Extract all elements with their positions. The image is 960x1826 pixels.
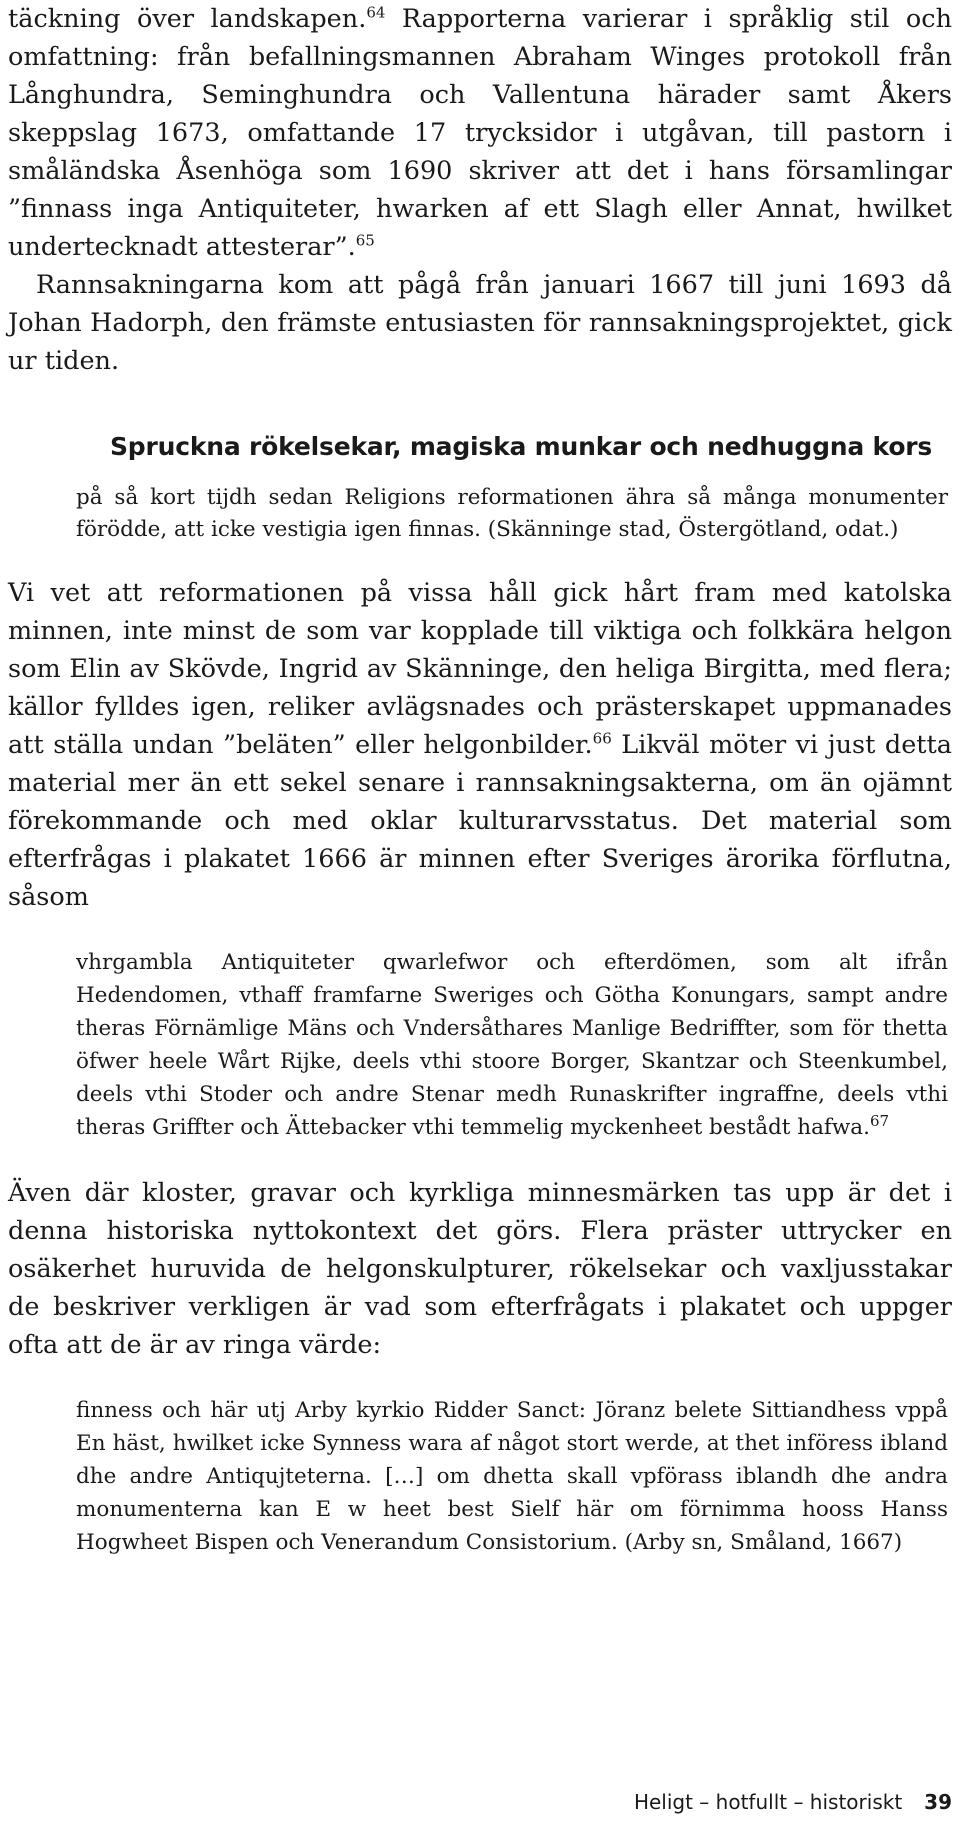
block-quote-1 [8,946,952,1144]
paragraph-text: Vi vet att reformationen på vissa håll gick hårt fram med katolska minnen, inte minst de som var kopplade till viktiga och folkkära helgon som Elin av Skövde, Ingrid av Skänninge, den heliga Birgitta, med flera; källor fylldes igen, reliker avlägsnades och prästerskapet uppmanades att ställa undan ”beläten” eller helgonbilder. [8,578,952,760]
paragraph-text: Rannsakningarna kom att pågå från januari 1667 till juni 1693 då Johan Hadorph, den främste entusiasten för rannsakningsprojektet, gick ur tiden. [8,270,952,376]
spacer [8,916,952,946]
block-quote-2: finness och här utj Arby kyrkio Ridder Sanct: Jöranz belete Sittiandhess vppå En häst, hwilket icke Synness wara af något stort werde, at thet införess ibland dhe andre Antiqujteterna. […] om dhetta skall vpförass iblandh dhe andra monumenterna kan E w heet best Sielf här om förnimma hooss Hanss Hogwheet Bispen och Venerandum Consistorium. (Arby sn, Småland, 1667) [76,1398,948,1555]
spacer [8,1144,952,1174]
spacer [8,1364,952,1394]
paragraph-text: Rapporterna varierar i språklig stil och omfattning: från befallningsmannen Abraham Winges protokoll från Långhundra, Seminghundra och Vallentuna härader samt Åkers skeppslag 1673, omfattande 17 trycksidor i utgåvan, till pastorn i småländska Åsenhöga som 1690 skriver att det i hans församlingar ”finnass inga Antiquiteter, hwarken af ett Slagh eller Annat, hwilket undertecknadt attesterar”. [8,4,952,262]
paragraph-text: täckning över landskapen. [8,4,367,34]
page-number: 39 [924,1790,952,1814]
section-heading: Spruckna rökelsekar, magiska munkar och nedhuggna kors [110,432,933,461]
paragraph-text: Även där kloster, gravar och kyrkliga minnesmärken tas upp är det i denna historiska nyttokontext det görs. Flera präster uttrycker en osäkerhet huruvida de helgonskulpturer, rökelsekar och vaxljusstakar de beskriver verkligen är vad som efterfrågats i plakatet och uppger ofta att de är av ringa värde: [8,1178,952,1360]
spacer [8,464,952,482]
body-paragraph-4 [8,1174,952,1364]
body-paragraph-2 [8,266,952,380]
footnote-ref-67[interactable]: 67 [869,1111,890,1130]
spacer [8,380,952,430]
body-paragraph-1 [8,0,952,266]
running-title: Heligt – hotfullt – historiskt [633,1790,903,1814]
paragraph-text: Likväl möter vi just detta material mer än ett sekel senare i rannsakningsakterna, om än ojämnt förekommande och med oklar kulturarvsstatus. Det material som efterfrågas i plakatet 1666 är minnen efter Sveriges ärorika förflutna, såsom [8,730,952,912]
page-footer [634,1788,952,1816]
footnote-ref-65[interactable]: 65 [355,231,375,250]
quote-text: vhrgambla Antiquiteter qwarlefwor och efterdömen, som alt ifrån Hedendomen, vthaff framfarne Sweriges och Götha Konungars, sampt andre theras Förnämlige Mäns och Vndersåthares Manlige Bedriffter, som för thetta öfwer heele Wårt Rijke, deels vthi stoore Borger, Skantzar och Steenkumbel, deels vthi Stoder och andre Stenar medh Runaskrifter ingraffne, deels vthi theras Griffter och Ättebacker vthi temmelig myckenheet bestådt hafwa. [76,950,948,1140]
section-epigraph: på så kort tijdh sedan Religions reformationen ähra så många monumenter förödde, att icke vestigia igen finnas. (Skänninge stad, Östergötland, odat.) [76,485,948,542]
spacer [8,546,952,574]
body-paragraph-3 [8,574,952,916]
page-body [8,0,952,1559]
footnote-ref-64[interactable]: 64 [366,3,386,22]
footnote-ref-66[interactable]: 66 [592,729,612,748]
